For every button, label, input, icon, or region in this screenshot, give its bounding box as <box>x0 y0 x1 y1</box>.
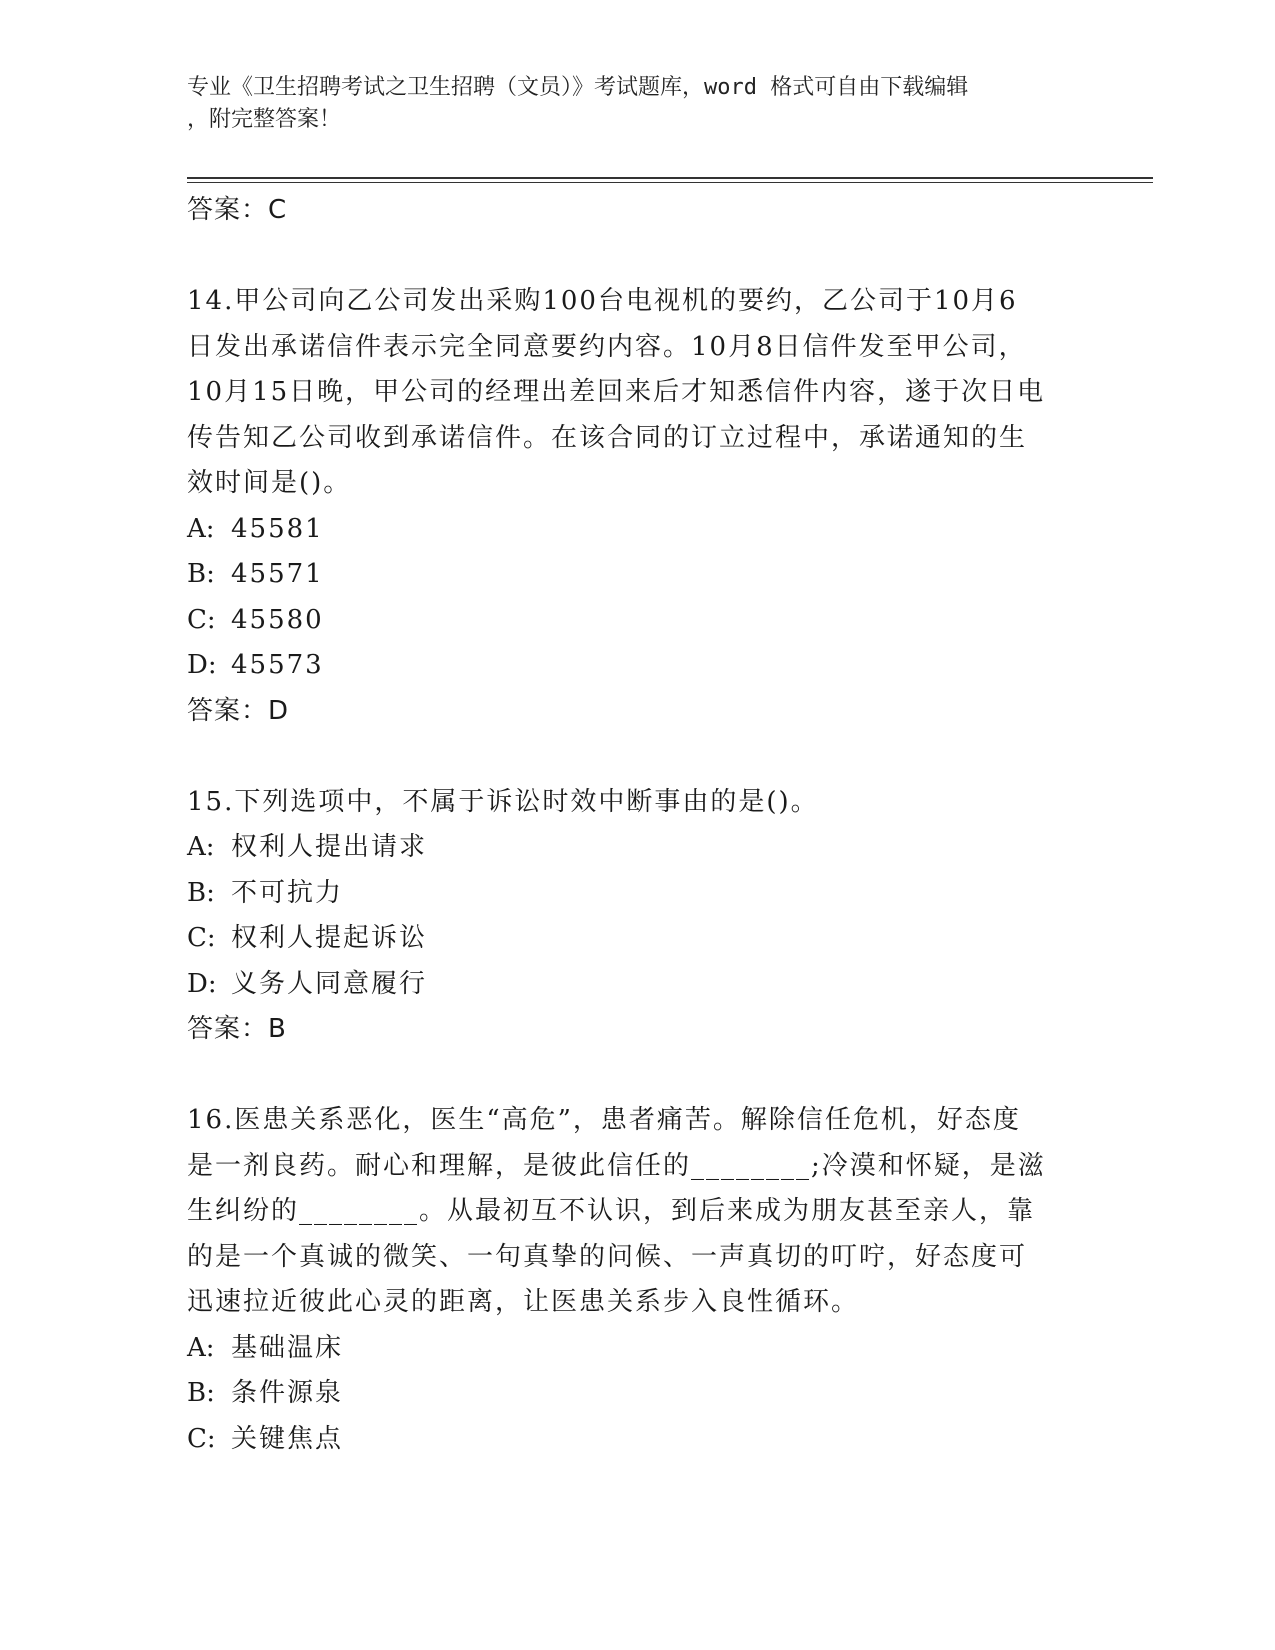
option-letter: C: <box>187 1423 216 1454</box>
option-c <box>187 916 1087 962</box>
option-text: 45571 <box>231 559 324 589</box>
option-text: 权利人提起诉讼 <box>231 923 428 953</box>
header-rule-thick <box>187 177 1153 179</box>
option-text: 关键焦点 <box>231 1423 344 1454</box>
question-text-line: 14.甲公司向乙公司发出采购100台电视机的要约，乙公司于10月6 <box>187 286 1018 316</box>
option-text: 基础温床 <box>231 1332 344 1363</box>
page-header <box>187 72 1087 136</box>
question-text-line: 生纠纷的________。从最初互不认识，到后来成为朋友甚至亲人，靠 <box>187 1196 1036 1226</box>
question-list <box>187 188 1087 1462</box>
option-letter: B: <box>187 559 215 589</box>
option-letter: C: <box>187 604 216 635</box>
option-c <box>187 598 1087 644</box>
option-a <box>187 507 1087 553</box>
question-text-line: 传告知乙公司收到承诺信件。在该合同的订立过程中，承诺通知的生 <box>187 422 1028 453</box>
question-16 <box>187 1098 1087 1462</box>
question-text-line: 16.医患关系恶化，医生“高危”，患者痛苦。解除信任危机，好态度 <box>187 1105 1021 1135</box>
spacer <box>187 734 1087 780</box>
answer-line: 答案：C <box>187 195 288 225</box>
spacer <box>187 1053 1087 1099</box>
question-text-line: 效时间是()。 <box>187 468 352 498</box>
spacer <box>187 234 1087 280</box>
header-line-2: ，附完整答案！ <box>187 107 342 132</box>
option-b <box>187 871 1087 917</box>
option-text: 不可抗力 <box>231 877 344 908</box>
option-letter: B: <box>187 1378 215 1408</box>
option-d <box>187 962 1087 1008</box>
option-a <box>187 1326 1087 1372</box>
option-a <box>187 825 1087 871</box>
question-text-line: 迅速拉近彼此心灵的距离，让医患关系步入良性循环。 <box>187 1287 860 1317</box>
option-c <box>187 1417 1087 1463</box>
option-letter: C: <box>187 923 216 953</box>
question-15 <box>187 780 1087 1053</box>
question-14 <box>187 279 1087 734</box>
question-text-line: 是一剂良药。耐心和理解，是彼此信任的________;冷漠和怀疑，是滋 <box>187 1150 1046 1181</box>
header-rule-thin <box>187 182 1153 183</box>
question-text-line: 15.下列选项中，不属于诉讼时效中断事由的是()。 <box>187 786 819 817</box>
option-letter: D: <box>187 968 217 999</box>
option-letter: A: <box>187 832 215 862</box>
answer-line: 答案：D <box>187 695 290 726</box>
option-text: 45581 <box>231 513 324 544</box>
header-line-1: 专业《卫生招聘考试之卫生招聘（文员）》考试题库，word 格式可自由下载编辑 <box>187 75 969 100</box>
option-letter: A: <box>187 1332 215 1363</box>
option-d <box>187 643 1087 689</box>
option-text: 权利人提出请求 <box>231 832 428 862</box>
option-text: 义务人同意履行 <box>231 968 428 999</box>
option-letter: B: <box>187 877 215 908</box>
option-text: 45580 <box>231 604 324 635</box>
question-text-line: 10月15日晚，甲公司的经理出差回来后才知悉信件内容，遂于次日电 <box>187 377 1046 407</box>
option-letter: D: <box>187 650 217 680</box>
option-b <box>187 1371 1087 1417</box>
option-text: 45573 <box>231 650 324 680</box>
question-text-line: 的是一个真诚的微笑、一句真挚的问候、一声真切的叮咛，好态度可 <box>187 1241 1028 1272</box>
option-letter: A: <box>187 513 215 544</box>
question-text-line: 日发出承诺信件表示完全同意要约内容。10月8日信件发至甲公司， <box>187 331 1027 362</box>
option-text: 条件源泉 <box>231 1378 344 1408</box>
option-b <box>187 552 1087 598</box>
answer-line: 答案：B <box>187 1014 287 1044</box>
